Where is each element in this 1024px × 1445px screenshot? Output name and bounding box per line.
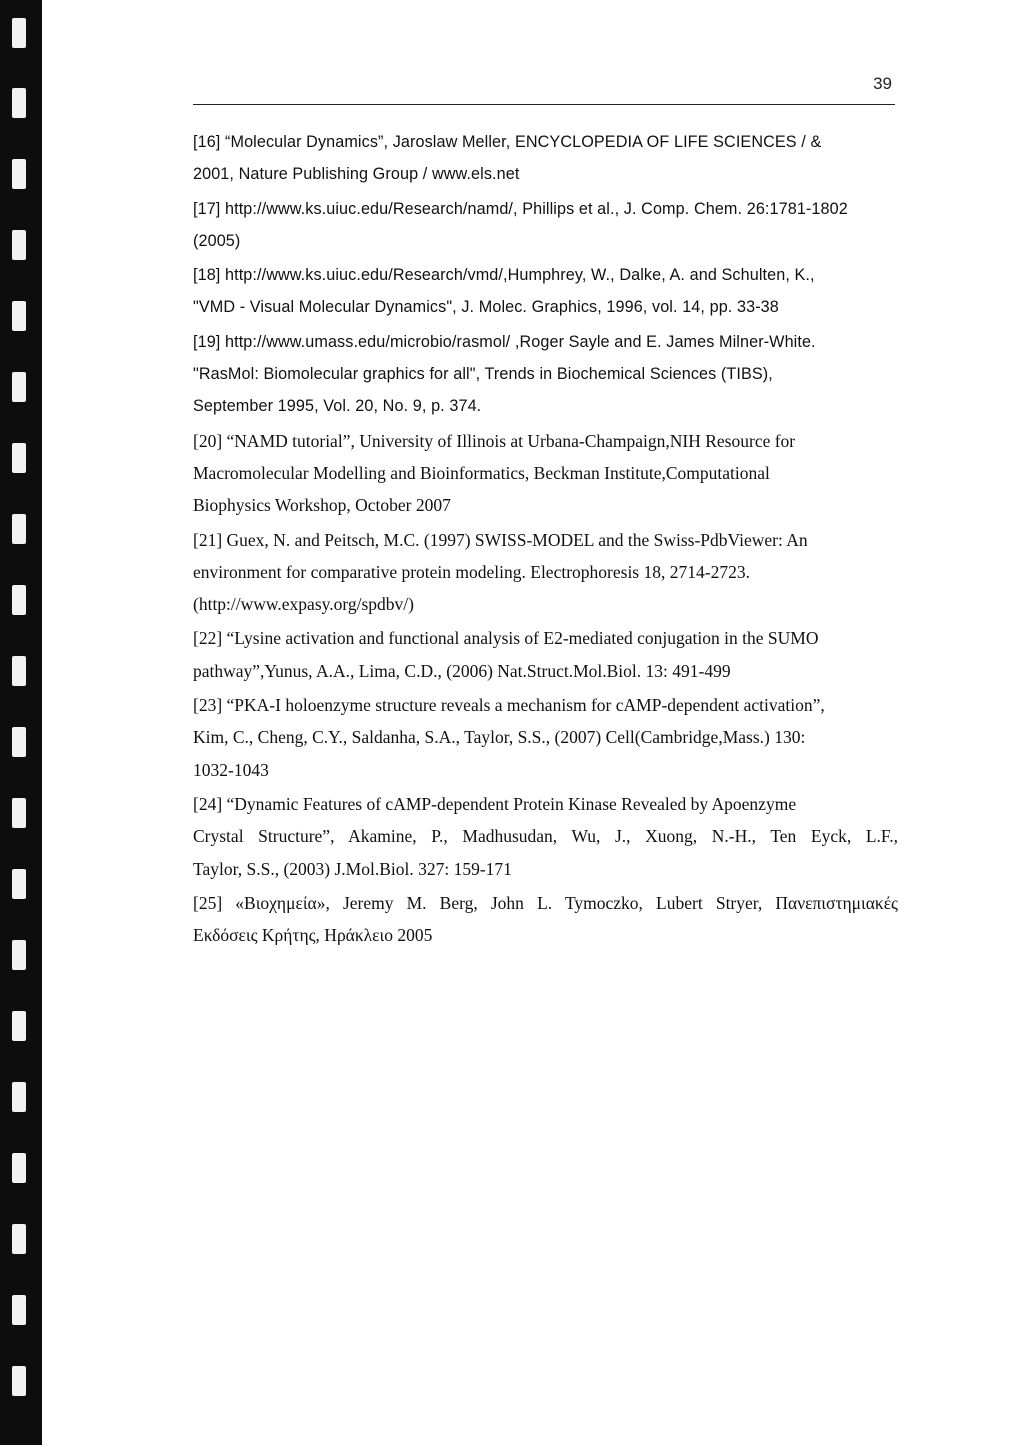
reference-17: [193, 193, 898, 258]
binder-hole: [12, 869, 26, 899]
reference-line: pathway”,Yunus, A.A., Lima, C.D., (2006) Nat.Struct.Mol.Biol. 13: 491-499: [193, 660, 731, 681]
reference-line: September 1995, Vol. 20, No. 9, p. 374.: [193, 397, 482, 416]
binder-hole: [12, 514, 26, 544]
binder-hole: [12, 1224, 26, 1254]
reference-line: Macromolecular Modelling and Bioinformatics, Beckman Institute,Computational: [193, 462, 770, 483]
reference-line: Εκδόσεις Κρήτης, Ηράκλειο 2005: [193, 925, 433, 946]
reference-18: [193, 259, 898, 324]
reference-19: [193, 326, 898, 423]
reference-line: Kim, C., Cheng, C.Y., Saldanha, S.A., Taylor, S.S., (2007) Cell(Cambridge,Mass.) 130:: [193, 727, 806, 748]
reference-22: [193, 622, 898, 687]
reference-line: [18] http://www.ks.uiuc.edu/Research/vmd/,Humphrey, W., Dalke, A. and Schulten, K.,: [193, 266, 815, 285]
binder-hole: [12, 798, 26, 828]
reference-list: [193, 126, 898, 951]
reference-line: Crystal Structure”, Akamine, P., Madhusudan, Wu, J., Xuong, N.-H., Ten Eyck, L.F.,: [193, 826, 898, 847]
binder-hole: [12, 1366, 26, 1396]
reference-line: [23] “PKA-I holoenzyme structure reveals a mechanism for cAMP-dependent activation”,: [193, 695, 825, 716]
binder-hole: [12, 1295, 26, 1325]
reference-line: [19] http://www.umass.edu/microbio/rasmol/ ,Roger Sayle and E. James Milner-White.: [193, 332, 816, 351]
binder-hole: [12, 940, 26, 970]
binder-hole: [12, 443, 26, 473]
binder-hole: [12, 656, 26, 686]
binder-hole: [12, 1082, 26, 1112]
binder-hole: [12, 88, 26, 118]
reference-line: [17] http://www.ks.uiuc.edu/Research/namd/, Phillips et al., J. Comp. Chem. 26:1781-1802: [193, 199, 848, 218]
reference-line: Biophysics Workshop, October 2007: [193, 495, 451, 516]
page-number: 39: [873, 74, 892, 93]
reference-23: [193, 689, 898, 786]
reference-line: "VMD - Visual Molecular Dynamics", J. Molec. Graphics, 1996, vol. 14, pp. 33-38: [193, 298, 779, 317]
binder-hole: [12, 727, 26, 757]
binder-hole: [12, 372, 26, 402]
reference-line: [24] “Dynamic Features of cAMP-dependent Protein Kinase Revealed by Apoenzyme: [193, 793, 797, 814]
reference-line: environment for comparative protein modeling. Electrophoresis 18, 2714-2723.: [193, 561, 750, 582]
reference-line: [21] Guex, N. and Peitsch, M.C. (1997) SWISS-MODEL and the Swiss-PdbViewer: An: [193, 529, 808, 550]
reference-21: [193, 524, 898, 621]
reference-16: [193, 126, 898, 191]
reference-line: 2001, Nature Publishing Group / www.els.net: [193, 165, 520, 184]
reference-line: "RasMol: Biomolecular graphics for all", Trends in Biochemical Sciences (TIBS),: [193, 365, 773, 384]
reference-line: (2005): [193, 231, 241, 250]
binder-hole: [12, 1011, 26, 1041]
reference-line: 1032-1043: [193, 759, 269, 780]
reference-line: (http://www.expasy.org/spdbv/): [193, 594, 414, 615]
reference-line: [16] “Molecular Dynamics”, Jaroslaw Meller, ENCYCLOPEDIA OF LIFE SCIENCES / &: [193, 133, 822, 151]
binder-hole: [12, 585, 26, 615]
reference-20: [193, 425, 898, 522]
header-rule: [193, 104, 895, 105]
binder-hole: [12, 159, 26, 189]
reference-25: [193, 887, 898, 952]
reference-line: [22] “Lysine activation and functional analysis of E2-mediated conjugation in the SUMO: [193, 628, 819, 649]
scan-binder-strip: [0, 0, 42, 1445]
reference-line: Taylor, S.S., (2003) J.Mol.Biol. 327: 159-171: [193, 858, 512, 879]
binder-hole: [12, 230, 26, 260]
reference-line: [20] “NAMD tutorial”, University of Illinois at Urbana-Champaign,NIH Resource for: [193, 430, 796, 451]
reference-line: [25] «Βιοχημεία», Jeremy M. Berg, John L. Tymoczko, Lubert Stryer, Πανεπιστημιακές: [193, 892, 898, 913]
binder-hole: [12, 1153, 26, 1183]
reference-24: [193, 788, 898, 885]
binder-hole: [12, 18, 26, 48]
binder-hole: [12, 301, 26, 331]
